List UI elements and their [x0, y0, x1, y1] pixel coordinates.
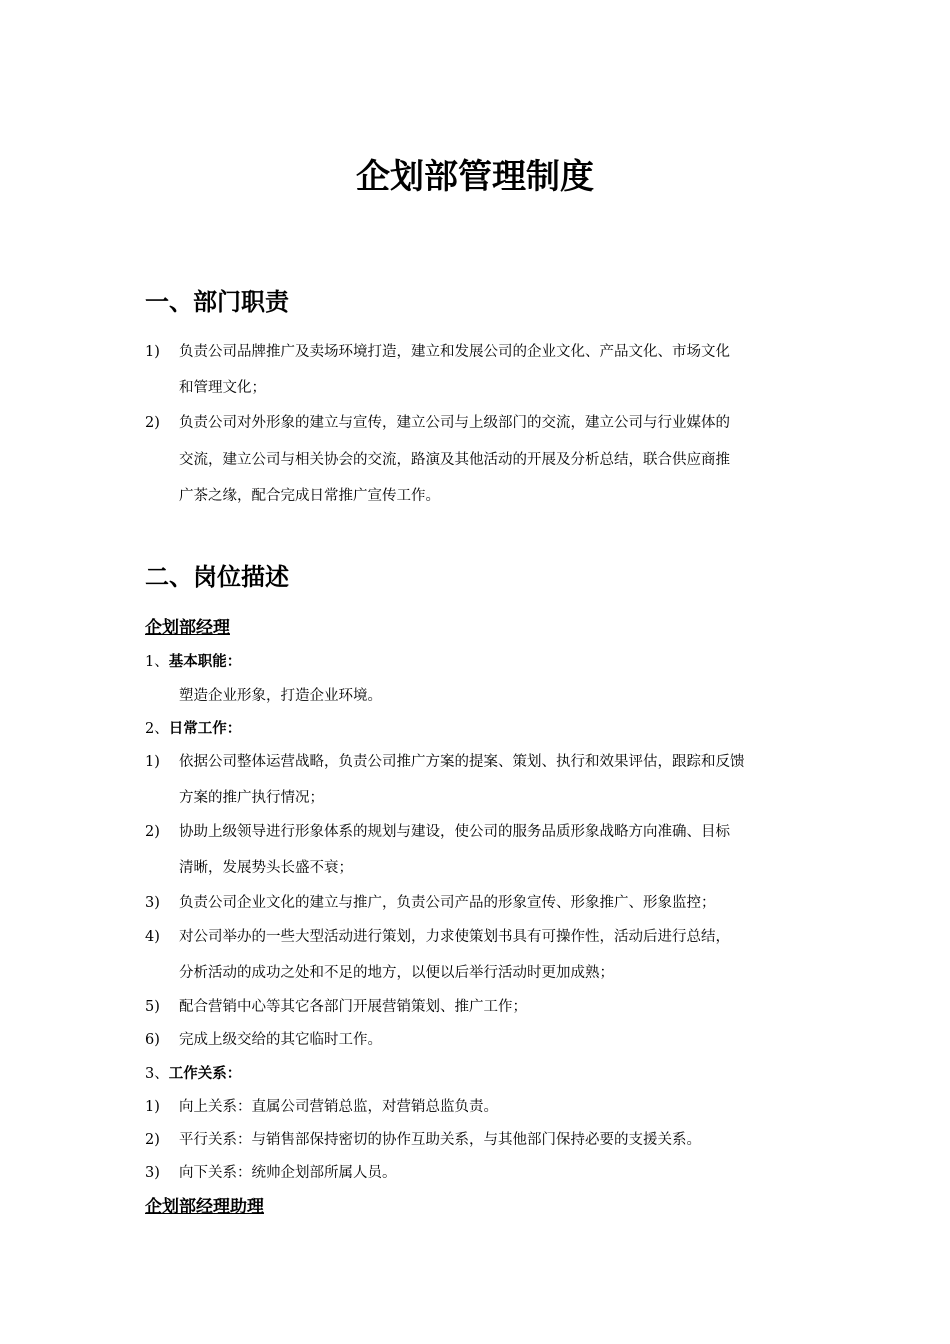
section-heading-department-duties: 一、部门职责 [145, 288, 289, 316]
list-item-text: 负责公司对外形象的建立与宣传，建立公司与上级部门的交流，建立公司与行业媒体的 [179, 415, 730, 431]
list-number: 2) [145, 824, 160, 840]
list-item-text: 分析活动的成功之处和不足的地方，以便以后举行活动时更加成熟； [179, 965, 614, 981]
list-item-text: 平行关系：与销售部保持密切的协作互助关系，与其他部门保持必要的支援关系。 [179, 1132, 701, 1148]
list-item-text: 向上关系：直属公司营销总监，对营销总监负责。 [179, 1099, 498, 1115]
list-item-text: 依据公司整体运营战略，负责公司推广方案的提案、策划、执行和效果评估，跟踪和反馈 [179, 754, 745, 770]
list-item-text: 负责公司企业文化的建立与推广，负责公司产品的形象宣传、形象推广、形象监控； [179, 895, 716, 911]
list-number: 2) [145, 415, 160, 431]
list-item-text: 配合营销中心等其它各部门开展营销策划、推广工作； [179, 999, 527, 1015]
list-item-text: 负责公司品牌推广及卖场环境打造，建立和发展公司的企业文化、产品文化、市场文化 [179, 344, 730, 360]
list-number: 4) [145, 929, 160, 945]
subheading-number: 1、 [145, 654, 169, 670]
subheading-number: 2、 [145, 721, 169, 737]
list-item-text: 方案的推广执行情况； [179, 790, 324, 806]
list-item-text: 广茶之缘，配合完成日常推广宣传工作。 [179, 488, 440, 504]
list-number: 3) [145, 895, 160, 911]
list-item-text: 交流，建立公司与相关协会的交流，路演及其他活动的开展及分析总结，联合供应商推 [179, 452, 730, 468]
basic-function-text: 塑造企业形象，打造企业环境。 [179, 688, 382, 704]
subheading-basic-function [145, 652, 241, 672]
list-number: 1) [145, 1099, 160, 1115]
subheading-number: 3、 [145, 1066, 169, 1082]
list-item-text: 协助上级领导进行形象体系的规划与建设，使公司的服务品质形象战略方向准确、目标 [179, 824, 730, 840]
list-item-text: 和管理文化； [179, 380, 266, 396]
subheading-daily-work [145, 719, 241, 739]
list-number: 3) [145, 1165, 160, 1181]
subheading-label: 基本职能： [168, 654, 242, 670]
list-item-text: 对公司举办的一些大型活动进行策划，力求使策划书具有可操作性，活动后进行总结， [179, 929, 730, 945]
subheading-work-relations [145, 1064, 241, 1084]
subheading-label: 日常工作： [168, 721, 242, 737]
list-item-text: 完成上级交给的其它临时工作。 [179, 1032, 382, 1048]
document-title: 企划部管理制度 [356, 157, 594, 197]
list-item-text: 清晰，发展势头长盛不衰； [179, 860, 353, 876]
list-item-text: 向下关系：统帅企划部所属人员。 [179, 1165, 397, 1181]
position-title-manager-assistant: 企划部经理助理 [145, 1197, 264, 1217]
list-number: 2) [145, 1132, 160, 1148]
position-title-manager: 企划部经理 [145, 618, 230, 638]
list-number: 1) [145, 344, 160, 360]
list-number: 1) [145, 754, 160, 770]
subheading-label: 工作关系： [168, 1066, 242, 1082]
section-heading-job-descriptions: 二、岗位描述 [145, 563, 289, 591]
list-number: 6) [145, 1032, 160, 1048]
list-number: 5) [145, 999, 160, 1015]
